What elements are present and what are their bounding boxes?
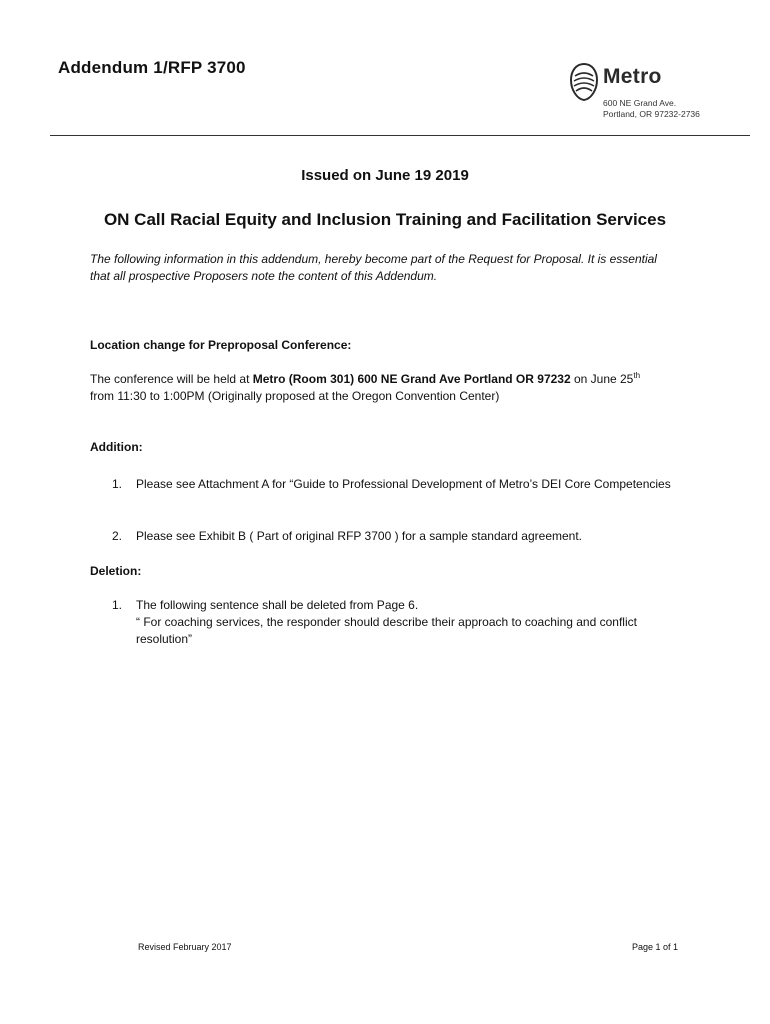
document-title: Addendum 1/RFP 3700 [58, 58, 246, 77]
rfp-title: ON Call Racial Equity and Inclusion Training and Facilitation Services [103, 210, 667, 229]
deletion-item [112, 597, 672, 649]
addition-item [112, 528, 672, 545]
location-change-heading: Location change for Preproposal Conference: [90, 338, 352, 352]
deletion-quote: “ For coaching services, the responder should describe their approach to coaching and conflict resolution” [136, 615, 637, 646]
header-divider [50, 135, 750, 136]
list-number: 1. [112, 477, 123, 491]
addition-item [112, 476, 672, 510]
location-place: Metro (Room 301) 600 NE Grand Ave Portland OR 97232 [252, 372, 571, 386]
addition-heading: Addition: [90, 440, 143, 454]
metro-logo [569, 62, 719, 132]
footer-page-number: Page 1 of 1 [632, 942, 679, 952]
footer-revised: Revised February 2017 [138, 942, 232, 952]
logo-address-line1: 600 NE Grand Ave. [603, 98, 677, 108]
list-number: 2. [112, 529, 123, 543]
location-text-before: The conference will be held at [90, 372, 253, 386]
location-date-suffix: th [633, 371, 641, 380]
list-number: 1. [112, 598, 123, 612]
deletion-line1: The following sentence shall be deleted from Page 6. [136, 598, 419, 612]
location-line2: from 11:30 to 1:00PM (Originally proposed at the Oregon Convention Center) [90, 389, 500, 403]
metro-logo-icon [569, 62, 599, 102]
list-text: Please see Exhibit B ( Part of original RFP 3700 ) for a sample standard agreement. [136, 529, 583, 543]
issued-date: Issued on June 19 2019 [301, 167, 469, 184]
list-text: Please see Attachment A for “Guide to Professional Development of Metro’s DEI Core Competencies [136, 477, 671, 491]
location-date: on June 25 [570, 372, 634, 386]
deletion-heading: Deletion: [90, 564, 142, 578]
list-text [136, 597, 676, 648]
logo-address-line2: Portland, OR 97232-2736 [603, 109, 700, 119]
intro-paragraph: The following information in this addendum, hereby become part of the Request for Proposal. It is essential that all prospective Proposers note the content of this Addendum. [90, 252, 657, 283]
location-change-text [90, 371, 710, 405]
logo-address [603, 98, 723, 120]
location-line1 [90, 371, 710, 388]
logo-name: Metro [603, 65, 662, 88]
